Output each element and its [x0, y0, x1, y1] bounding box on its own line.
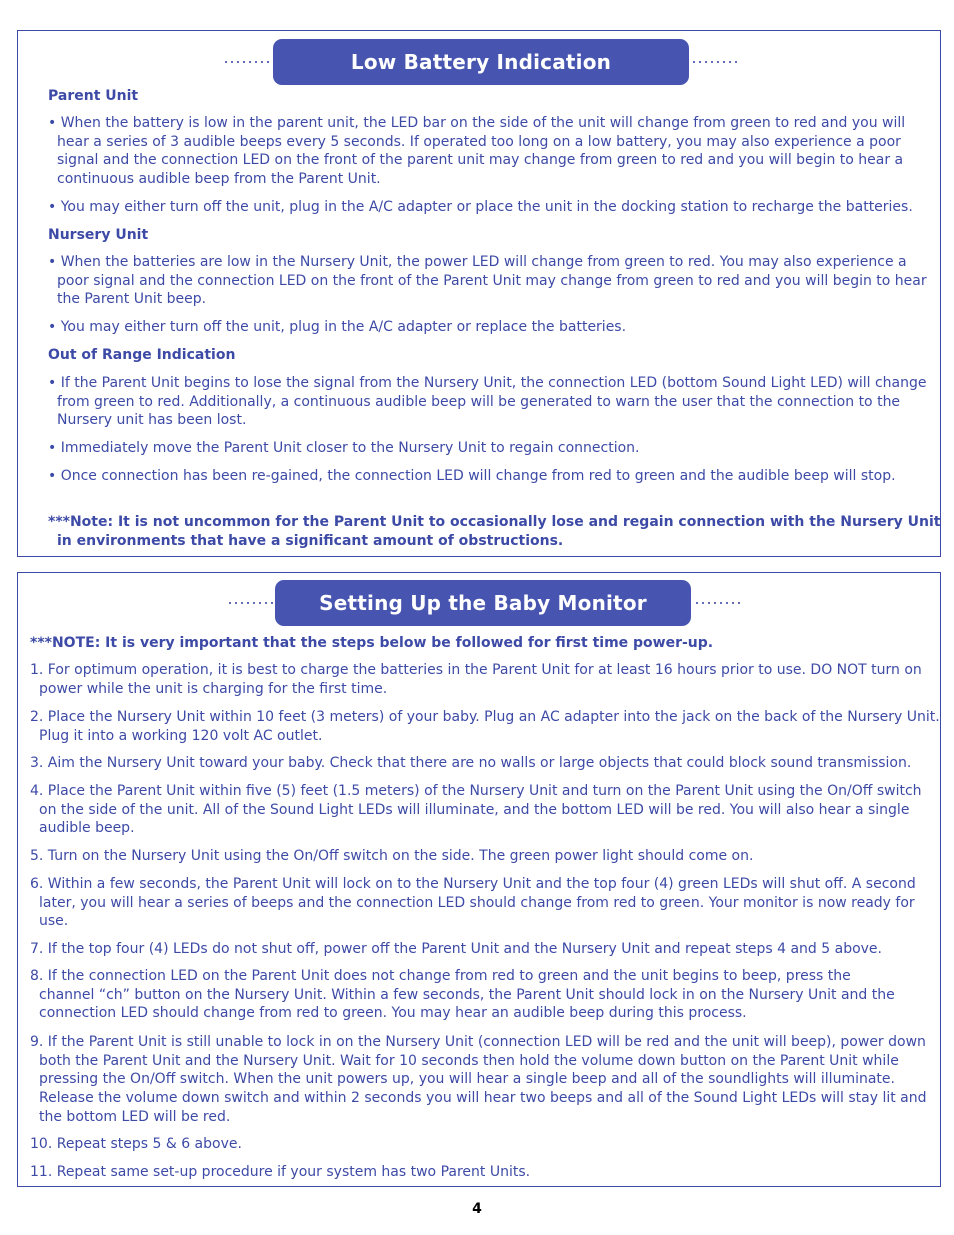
- setup-step-4: 4. Place the Parent Unit within five (5) feet (1.5 meters) of the Nursery Unit and turn on the Parent Unit using the On/Off switch on the side of the unit. All of the Sound Light LEDs will illuminate, and the bottom LED will be red. You will also hear a single audible beep.: [30, 783, 922, 837]
- parent-unit-paragraph-1: • When the battery is low in the parent unit, the LED bar on the side of the unit will change from green to red and you will hear a series of 3 audible beeps every 5 seconds. If operated too long on a low battery, you may also experience a poor signal and the connection LED on the front of the parent unit may change from green to red and you will begin to hear a continuous audible beep from the Parent Unit.: [48, 115, 906, 188]
- setup-title: Setting Up the Baby Monitor: [275, 580, 691, 626]
- out-of-range-paragraph-1: • If the Parent Unit begins to lose the signal from the Nursery Unit, the connection LED (bottom Sound Light LED) will change from green to red. Additionally, a continuous audible beep will be generated to warn the user that the connection to the Nursery unit has been lost.: [48, 375, 927, 429]
- parent-unit-heading: Parent Unit: [48, 88, 139, 104]
- dotted-leader-right: [691, 61, 739, 63]
- dotted-leader-left: [227, 602, 275, 604]
- setup-step-1: 1. For optimum operation, it is best to charge the batteries in the Parent Unit for at least 16 hours prior to use. DO NOT turn on power while the unit is charging for the first time.: [30, 662, 922, 697]
- low-battery-note: ***Note: It is not uncommon for the Parent Unit to occasionally lose and regain connection with the Nursery Unit in environments that have a significant amount of obstructions.: [48, 514, 941, 549]
- low-battery-title: Low Battery Indication: [273, 39, 689, 85]
- setup-step-9: 9. If the Parent Unit is still unable to lock in on the Nursery Unit (connection LED will be red and the unit will beep), power down both the Parent Unit and the Nursery Unit. Wait for 10 seconds then hold the volume down button on the Parent Unit while pressing the On/Off switch. When the unit powers up, you will hear a single beep and all of the soundlights will illuminate. Release the volume down switch and within 2 seconds you will hear two beeps and all of the Sound Light LEDs will stay lit and the bottom LED will be red.: [30, 1034, 927, 1125]
- setup-step-8: 8. If the connection LED on the Parent Unit does not change from red to green and the unit begins to beep, press the channel “ch” button on the Nursery Unit. Within a few seconds, the Parent Unit should lock in on the Nursery Unit and the connection LED should change from red to green. You may hear an audible beep during this process.: [30, 968, 895, 1022]
- out-of-range-paragraph-2: • Immediately move the Parent Unit closer to the Nursery Unit to regain connection.: [48, 440, 640, 456]
- setup-step-7: 7. If the top four (4) LEDs do not shut off, power off the Parent Unit and the Nursery Unit and repeat steps 4 and 5 above.: [30, 941, 882, 957]
- page-number: 4: [472, 1201, 482, 1217]
- setup-section: [17, 572, 941, 1187]
- out-of-range-paragraph-3: • Once connection has been re-gained, the connection LED will change from red to green and the audible beep will stop.: [48, 468, 896, 484]
- parent-unit-paragraph-2: • You may either turn off the unit, plug in the A/C adapter or place the unit in the docking station to recharge the batteries.: [48, 199, 913, 215]
- nursery-unit-paragraph-2: • You may either turn off the unit, plug in the A/C adapter or replace the batteries.: [48, 319, 627, 335]
- low-battery-section: [17, 30, 941, 557]
- dotted-leader-right: [694, 602, 742, 604]
- setup-note: ***NOTE: It is very important that the steps below be followed for first time power-up.: [30, 635, 714, 651]
- setup-step-3: 3. Aim the Nursery Unit toward your baby. Check that there are no walls or large objects that could block sound transmission.: [30, 755, 912, 771]
- out-of-range-heading: Out of Range Indication: [48, 347, 236, 363]
- setup-step-11: 11. Repeat same set-up procedure if your system has two Parent Units.: [30, 1164, 531, 1180]
- nursery-unit-heading: Nursery Unit: [48, 227, 149, 243]
- dotted-leader-left: [223, 61, 271, 63]
- nursery-unit-paragraph-1: • When the batteries are low in the Nursery Unit, the power LED will change from green to red. You may also experience a poor signal and the connection LED on the front of the Parent Unit may change from green to red and you will begin to hear the Parent Unit beep.: [48, 254, 927, 308]
- setup-step-10: 10. Repeat steps 5 & 6 above.: [30, 1136, 242, 1152]
- setup-step-6: 6. Within a few seconds, the Parent Unit will lock on to the Nursery Unit and the top four (4) green LEDs will shut off. A second later, you will hear a series of beeps and the connection LED should change from red to green. Your monitor is now ready for use.: [30, 876, 916, 930]
- setup-step-2: 2. Place the Nursery Unit within 10 feet (3 meters) of your baby. Plug an AC adapter into the jack on the back of the Nursery Unit. Plug it into a working 120 volt AC outlet.: [30, 709, 940, 744]
- setup-step-5: 5. Turn on the Nursery Unit using the On/Off switch on the side. The green power light should come on.: [30, 848, 754, 864]
